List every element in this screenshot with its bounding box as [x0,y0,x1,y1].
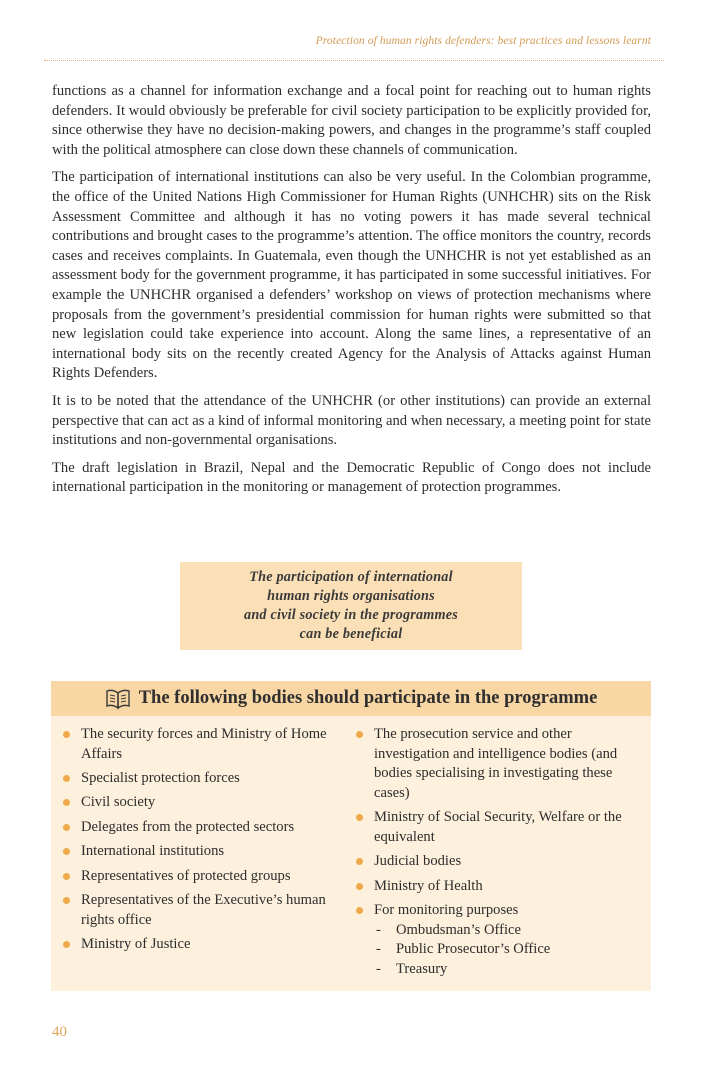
callout-line: human rights organisations [267,587,435,604]
sub-list-item: - Public Prosecutor’s Office [376,941,551,958]
paragraph: The draft legislation in Brazil, Nepal and the Democratic Republic of Congo does not include international participation in the monitoring or management of protection programmes. [52,459,651,496]
bullet-icon [63,848,70,855]
callout-box [180,562,522,650]
list-item: The security forces and Ministry of Home Affairs [63,725,343,764]
bullet-icon [63,873,70,880]
bodies-right-column [356,725,646,984]
participating-bodies-title: The following bodies should participate in the programme [138,688,598,708]
sub-list-item: - Ombudsman’s Office [376,921,521,938]
bullet-icon [63,799,70,806]
paragraph: functions as a channel for information exchange and a focal point for reaching out to human rights defenders. It would obviously be preferable for civil society participation to be explicitly provided for, since otherwise they have no decision-making powers, and changes in the programme’s staff coupled with the political atmosphere can close down these channels of communication. [52,83,651,158]
sub-list-item: - Treasury [376,960,448,977]
participating-bodies-box [51,681,651,991]
bullet-icon [356,907,363,914]
body-text [52,82,651,506]
running-header: Protection of human rights defenders: best practices and lessons learnt [315,35,651,47]
bullet-icon [356,883,363,890]
callout-line: and civil society in the programmes [244,607,458,623]
book-icon [105,688,131,710]
participating-bodies-header [51,681,651,716]
header-divider [44,60,664,61]
list-item: Ministry of Justice [63,935,343,955]
bullet-icon [356,858,363,865]
list-item: Ministry of Health [356,877,646,897]
bullet-icon [63,897,70,904]
list-item: International institutions [63,842,343,862]
bullet-icon [63,941,70,948]
list-item: Civil society [63,793,343,813]
list-item: Delegates from the protected sectors [63,818,343,838]
callout-line: The participation of international [249,568,453,585]
list-item: Ministry of Social Security, Welfare or the equivalent [356,808,646,847]
bullet-icon [63,824,70,831]
list-item: Specialist protection forces [63,769,343,789]
bullet-icon [356,814,363,821]
list-item: Judicial bodies [356,852,646,872]
list-item: For monitoring purposes - Ombudsman’s Office - Public Prosecutor’s Office - Treasury [356,901,646,979]
bodies-left-column [63,725,343,959]
page-number: 40 [52,1024,67,1040]
list-item: Representatives of the Executive’s human rights office [63,891,343,930]
paragraph: The participation of international institutions can also be very useful. In the Colombian programme, the office of the United Nations High Commissioner for Human Rights (UNHCHR) sits on the Risk Assessment Committee and although it has no voting powers it has made several technical contributions and brought cases to the programme’s attention. The office monitors the country, records cases and receives complaints. In Guatemala, even though the UNHCHR is not yet established as an assessment body for the government programme, it has participated in some successful initiatives. For example the UNHCHR organised a defenders’ workshop on views of protection mechanisms where proposals from the government’s presidential commission for human rights were submitted so that new legislation could take experience into account. Along the same lines, a representative of an international body sits on the recently created Agency for the Analysis of Attacks against Human Rights Defenders. [52,169,651,382]
callout-line: can be beneficial [299,626,403,643]
paragraph: It is to be noted that the attendance of the UNHCHR (or other institutions) can provide an external perspective that can act as a kind of informal monitoring and when necessary, a meeting point for state institutions and non-governmental organisations. [52,392,651,449]
bullet-icon [63,731,70,738]
bullet-icon [63,775,70,782]
list-item: Representatives of protected groups [63,867,343,887]
list-item: The prosecution service and other investigation and intelligence bodies (and bodies specialising in investigating these cases) [356,725,646,803]
bullet-icon [356,731,363,738]
